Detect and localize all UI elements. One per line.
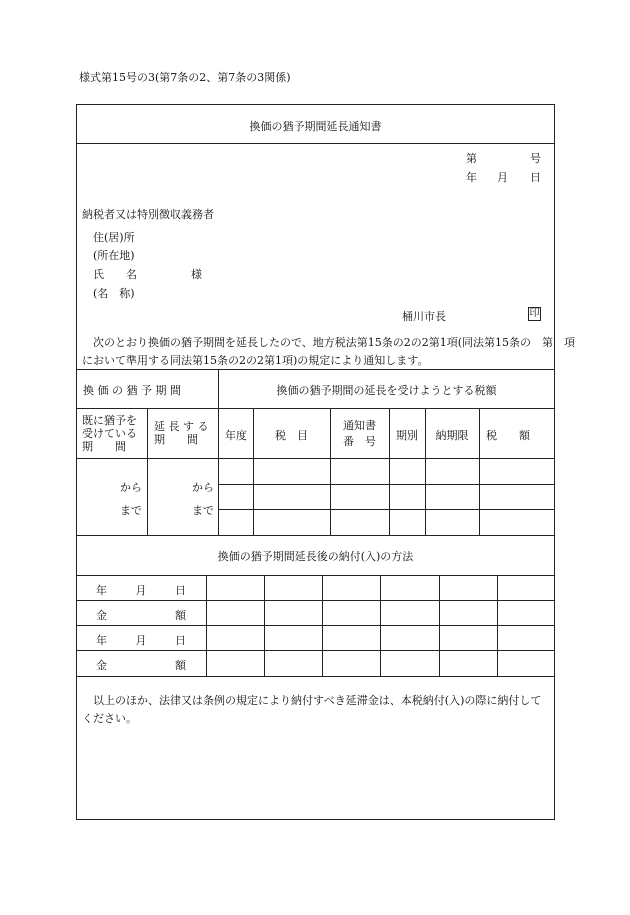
col-notice-line-2: 番 号: [343, 435, 376, 448]
notice-text-line-2: において準用する同法第15条の2の2第1項)の規定により通知します。: [82, 354, 429, 367]
col-period: 期別: [396, 429, 418, 442]
seal-mark: 印: [529, 308, 540, 319]
col-tax-item: 税 目: [275, 429, 308, 442]
col-already-deferred: [82, 414, 137, 453]
table1-col-line: [147, 408, 148, 535]
col-extend-line-2: 期 間: [154, 433, 198, 446]
row-amount-2: [96, 657, 186, 673]
notice-text-line-1: 次のとおり換価の猶予期間を延長したので、地方税法第15条の2の2第1項(同法第15条の 第 項: [93, 336, 576, 349]
table2-col-line: [439, 575, 440, 676]
table2-top-line: [76, 575, 555, 576]
table1-top-line: [76, 369, 555, 370]
form-reference: 様式第15号の3(第7条の2、第7条の3関係): [79, 71, 291, 84]
payment-method-title: 換価の猶予期間延長後の納付(入)の方法: [217, 550, 414, 563]
date-year: 年: [466, 171, 477, 184]
col-already-line-3: 期 間: [82, 440, 126, 453]
table2-col-line: [380, 575, 381, 676]
already-from: から: [120, 481, 142, 494]
row-date-1-month: 月: [135, 584, 147, 597]
table2-col-line: [322, 575, 323, 676]
table2-col-line: [497, 575, 498, 676]
table2-row-line: [76, 600, 555, 601]
row-amount-1: [96, 607, 186, 623]
row-date-2-day: 日: [175, 634, 186, 647]
address-sub-label: (所在地): [93, 249, 135, 262]
already-to: まで: [120, 504, 142, 517]
doc-number-prefix: 第: [466, 152, 477, 165]
table1-row-line: [218, 484, 555, 485]
row-date-1: [96, 582, 186, 598]
document-title: 換価の猶予期間延長通知書: [249, 120, 382, 133]
name-label: 氏 名: [93, 268, 137, 281]
col-notice-line-1: 通知書: [343, 419, 376, 432]
table1-col-line: [479, 408, 480, 535]
table2-col-line: [206, 575, 207, 676]
col-extend-line-1: 延 長 す る: [154, 420, 209, 433]
recipient-heading: 納税者又は特別徴収義務者: [82, 208, 214, 221]
row-amount-2-b: 額: [175, 659, 186, 672]
table2-bottom-line: [76, 676, 555, 677]
table1-row-line: [218, 509, 555, 510]
table2-row-line: [76, 625, 555, 626]
header-tax-amount-group: 換価の猶予期間の延長を受けようとする税額: [276, 384, 497, 397]
row-amount-1-a: 金: [96, 609, 107, 622]
name-sub-label: (名 称): [93, 287, 135, 300]
row-amount-2-a: 金: [96, 659, 107, 672]
date-day: 日: [530, 171, 541, 184]
col-already-line-2: 受けている: [82, 427, 137, 440]
table1-bottom-line: [76, 535, 555, 536]
name-honorific: 様: [191, 268, 202, 281]
col-deadline: 納期限: [435, 429, 469, 442]
doc-number-suffix: 号: [530, 152, 541, 165]
col-already-line-1: 既に猶予を: [82, 414, 137, 427]
title-divider: [76, 143, 555, 144]
header-deferral-period: 換 価 の 猶 予 期 間: [83, 384, 181, 397]
row-date-1-year: 年: [96, 584, 107, 597]
row-date-2: [96, 632, 186, 648]
footer-note: 以上のほか、法律又は条例の規定により納付すべき延滞金は、本税納付(入)の際に納付してください。: [82, 694, 542, 725]
table2-col-line: [264, 575, 265, 676]
address-label: 住(居)所: [93, 231, 135, 244]
row-amount-1-b: 額: [175, 609, 186, 622]
col-notice-number: [330, 418, 389, 450]
row-date-2-month: 月: [135, 634, 147, 647]
row-date-2-year: 年: [96, 634, 107, 647]
row-date-1-day: 日: [175, 584, 186, 597]
col-extension-period: [154, 420, 209, 446]
table2-row-line: [76, 650, 555, 651]
date-month: 月: [497, 171, 508, 184]
col-tax-amount: 税 額: [486, 429, 530, 442]
extend-from: から: [192, 481, 214, 494]
issuer-name: 桶川市長: [402, 310, 446, 323]
extend-to: まで: [192, 504, 214, 517]
col-fiscal-year: 年度: [225, 429, 247, 442]
